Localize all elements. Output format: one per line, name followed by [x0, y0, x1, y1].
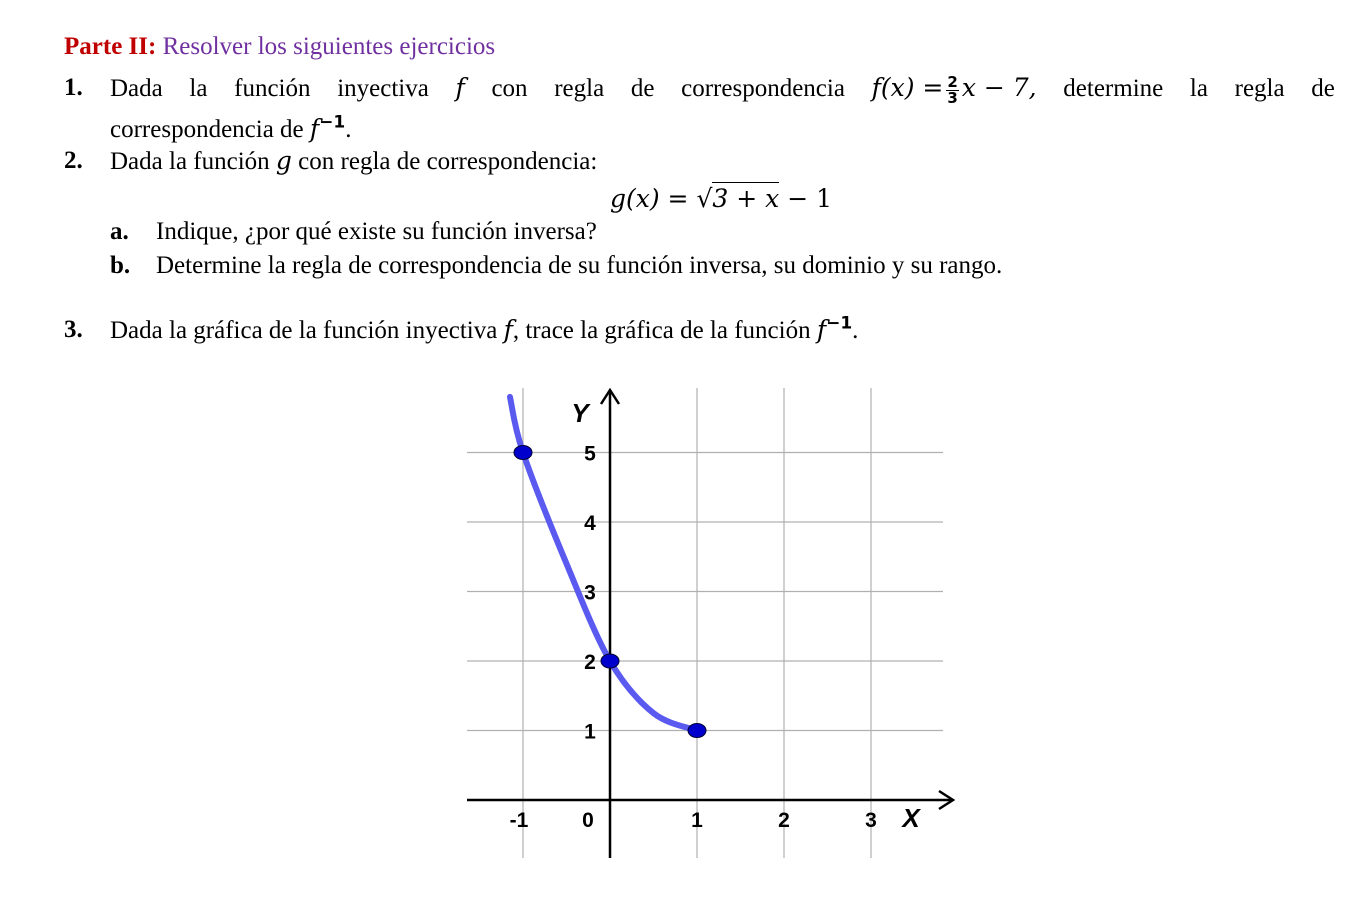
curve-layer [510, 397, 697, 731]
inverse-exponent: −1 [826, 313, 853, 334]
formula-rhs: x − 7, [961, 73, 1037, 102]
word: determine [1063, 75, 1164, 102]
data-point [601, 654, 619, 668]
y-tick-label: 1 [584, 720, 596, 744]
fraction-numerator: 2 [947, 72, 958, 91]
exercise-3-number: 3. [64, 316, 83, 343]
word: la [1189, 75, 1208, 102]
inverse-function-symbol: f [309, 114, 320, 143]
exercise-1-number: 1. [64, 74, 83, 101]
y-tick-label: 2 [584, 651, 596, 674]
x-tick-label: 0 [582, 809, 594, 832]
word: correspondencia [681, 75, 845, 102]
exercise-1-line-2 [110, 114, 352, 145]
x-tick-label: 1 [691, 809, 703, 832]
data-point [514, 446, 532, 460]
exercise-1-line-1 [110, 73, 1335, 106]
x-axis-label: X [902, 803, 920, 833]
text: , trace la gráfica de la función [512, 317, 811, 344]
exercise-2-text [110, 146, 597, 177]
radicand: 3 + x [712, 184, 780, 213]
subitem-a-text: Indique, ¿por qué existe su función inversa? [156, 218, 597, 245]
fraction [946, 72, 958, 107]
period: . [852, 317, 859, 344]
data-point [688, 724, 706, 738]
word: Dada [110, 75, 163, 102]
word: de [1311, 75, 1335, 102]
inverse-exponent: −1 [319, 112, 346, 133]
section-label: Parte II: [64, 33, 157, 60]
x-tick-label: 3 [865, 809, 877, 832]
function-symbol-g: g [275, 146, 292, 175]
exercise-2-number: 2. [64, 147, 83, 174]
text: correspondencia de [110, 116, 304, 143]
curve-f [510, 397, 697, 731]
text: con regla de correspondencia: [298, 148, 598, 175]
y-tick-label: 3 [584, 581, 596, 605]
function-graph [455, 380, 965, 865]
formula-rhs: − 1 [779, 184, 832, 213]
tick-labels [510, 398, 922, 833]
word: con [491, 75, 528, 102]
formula-lhs: f(x) = [871, 73, 944, 102]
fraction-denominator: 3 [947, 88, 958, 107]
exercise-3-text [110, 315, 858, 346]
x-tick-label: 2 [778, 809, 790, 832]
formula-lhs: g(x) = √ [610, 184, 713, 213]
axes [467, 390, 953, 858]
word: de [630, 75, 655, 102]
section-subtitle: Resolver los siguientes ejercicios [162, 33, 496, 60]
function-formula-f [872, 73, 1037, 106]
text: Dada la función [110, 148, 270, 175]
word: función [234, 75, 311, 102]
function-symbol-f: f [503, 315, 513, 344]
y-tick-label: 4 [584, 512, 596, 535]
word: regla [554, 75, 605, 102]
section-title [64, 32, 495, 62]
inverse-function-symbol: f [816, 315, 827, 344]
y-axis-label: Y [571, 398, 589, 428]
word: la [189, 75, 208, 102]
period: . [345, 116, 352, 143]
x-tick-label: -1 [509, 809, 529, 832]
subitem-b-text: Determine la regla de correspondencia de su función inversa, su dominio y su rango. [156, 252, 1003, 279]
function-symbol-f: f [455, 73, 465, 102]
subitem-b-label: b. [110, 252, 131, 279]
text: Dada la gráfica de la función inyectiva [110, 317, 498, 344]
subitem-a-label: a. [110, 218, 129, 245]
word: inyectiva [337, 75, 429, 102]
grid [467, 388, 943, 858]
word: regla [1234, 75, 1285, 102]
y-tick-label: 5 [584, 442, 596, 466]
function-formula-g [610, 184, 832, 215]
